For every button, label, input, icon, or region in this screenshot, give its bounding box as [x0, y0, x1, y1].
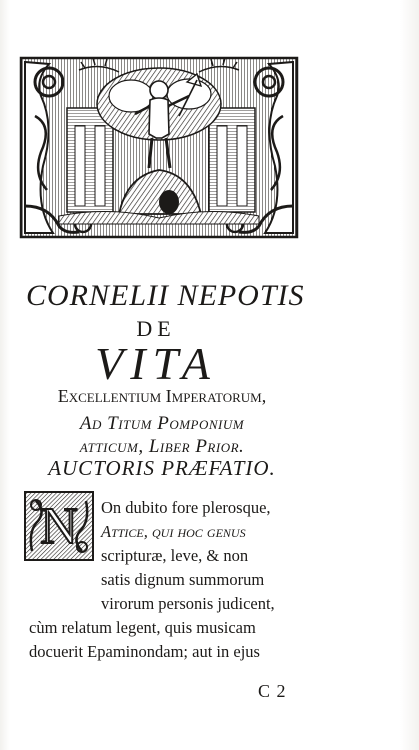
title-de: DE [136, 316, 176, 341]
decorated-initial [24, 491, 94, 561]
signature-mark: C 2 [258, 681, 287, 701]
text-line: Attice, qui hoc genus [101, 522, 246, 541]
title-author: CORNELII NEPOTIS [26, 279, 305, 312]
text-line: On dubito fore plerosque, [101, 498, 271, 517]
ornamental-vignette [19, 56, 299, 239]
title-vita: VITA [95, 338, 217, 389]
text-line: satis dignum summorum [101, 570, 265, 589]
dedication [22, 412, 302, 458]
dedication-line-1: Ad Titum Pomponium [79, 413, 245, 434]
text-line: docuerit Epaminondam; aut in ejus [29, 642, 260, 661]
text-line: scripturæ, leve, & non [101, 546, 249, 565]
section-heading-praefatio: AUCTORIS PRÆFATIO. [48, 456, 276, 480]
dedication-line-2: atticum, Liber Prior. [79, 436, 245, 457]
initial-letter: N [40, 498, 78, 555]
text-line: virorum personis judicent, [101, 594, 275, 613]
text-line: cùm relatum legent, quis musicam [29, 618, 256, 637]
subtitle-imperatorum: Excellentium Imperatorum, [57, 386, 267, 406]
